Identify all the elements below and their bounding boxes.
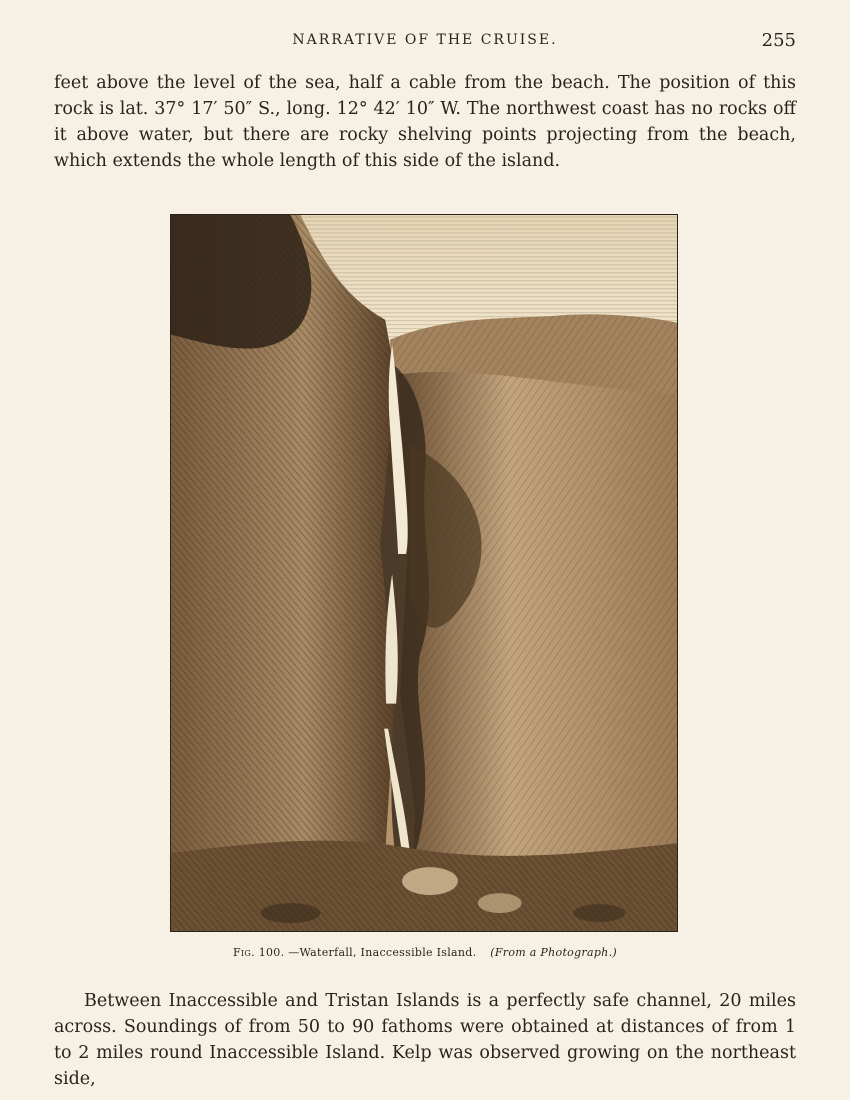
boulder [478, 893, 522, 913]
right-cliff-hatching [398, 372, 677, 931]
boulder [402, 867, 458, 895]
boulder [261, 903, 321, 923]
running-title: NARRATIVE OF THE CRUISE. [292, 32, 558, 48]
page-number: 255 [761, 30, 796, 51]
boulder [573, 904, 625, 922]
page-header [54, 30, 796, 54]
engraving-illustration [171, 215, 677, 931]
figure-title: —Waterfall, Inaccessible Island. [288, 946, 477, 959]
figure-source: (From a Photograph.) [490, 946, 617, 959]
paragraph-bottom: Between Inaccessible and Tristan Islands is a perfectly safe channel, 20 miles across. Soundings of from 50 to 90 fathoms were obtained at distances of from 1 to 2 miles round Inaccessible Island. Kelp was observed growing on the northeast side, [54, 991, 796, 1089]
left-summit-vegetation [171, 215, 311, 349]
waterfall-engraving [170, 214, 678, 932]
paragraph-top: feet above the level of the sea, half a cable from the beach. The position of this rock is lat. 37° 17′ 50″ S., long. 12° 42′ 10″ W. The northwest coast has no rocks off it above water, but there are rocky shelving points projecting from the beach, which extends the whole length of this side of the island. [54, 73, 796, 171]
figure-label: Fig. 100. [233, 946, 285, 959]
figure-caption [54, 946, 796, 959]
